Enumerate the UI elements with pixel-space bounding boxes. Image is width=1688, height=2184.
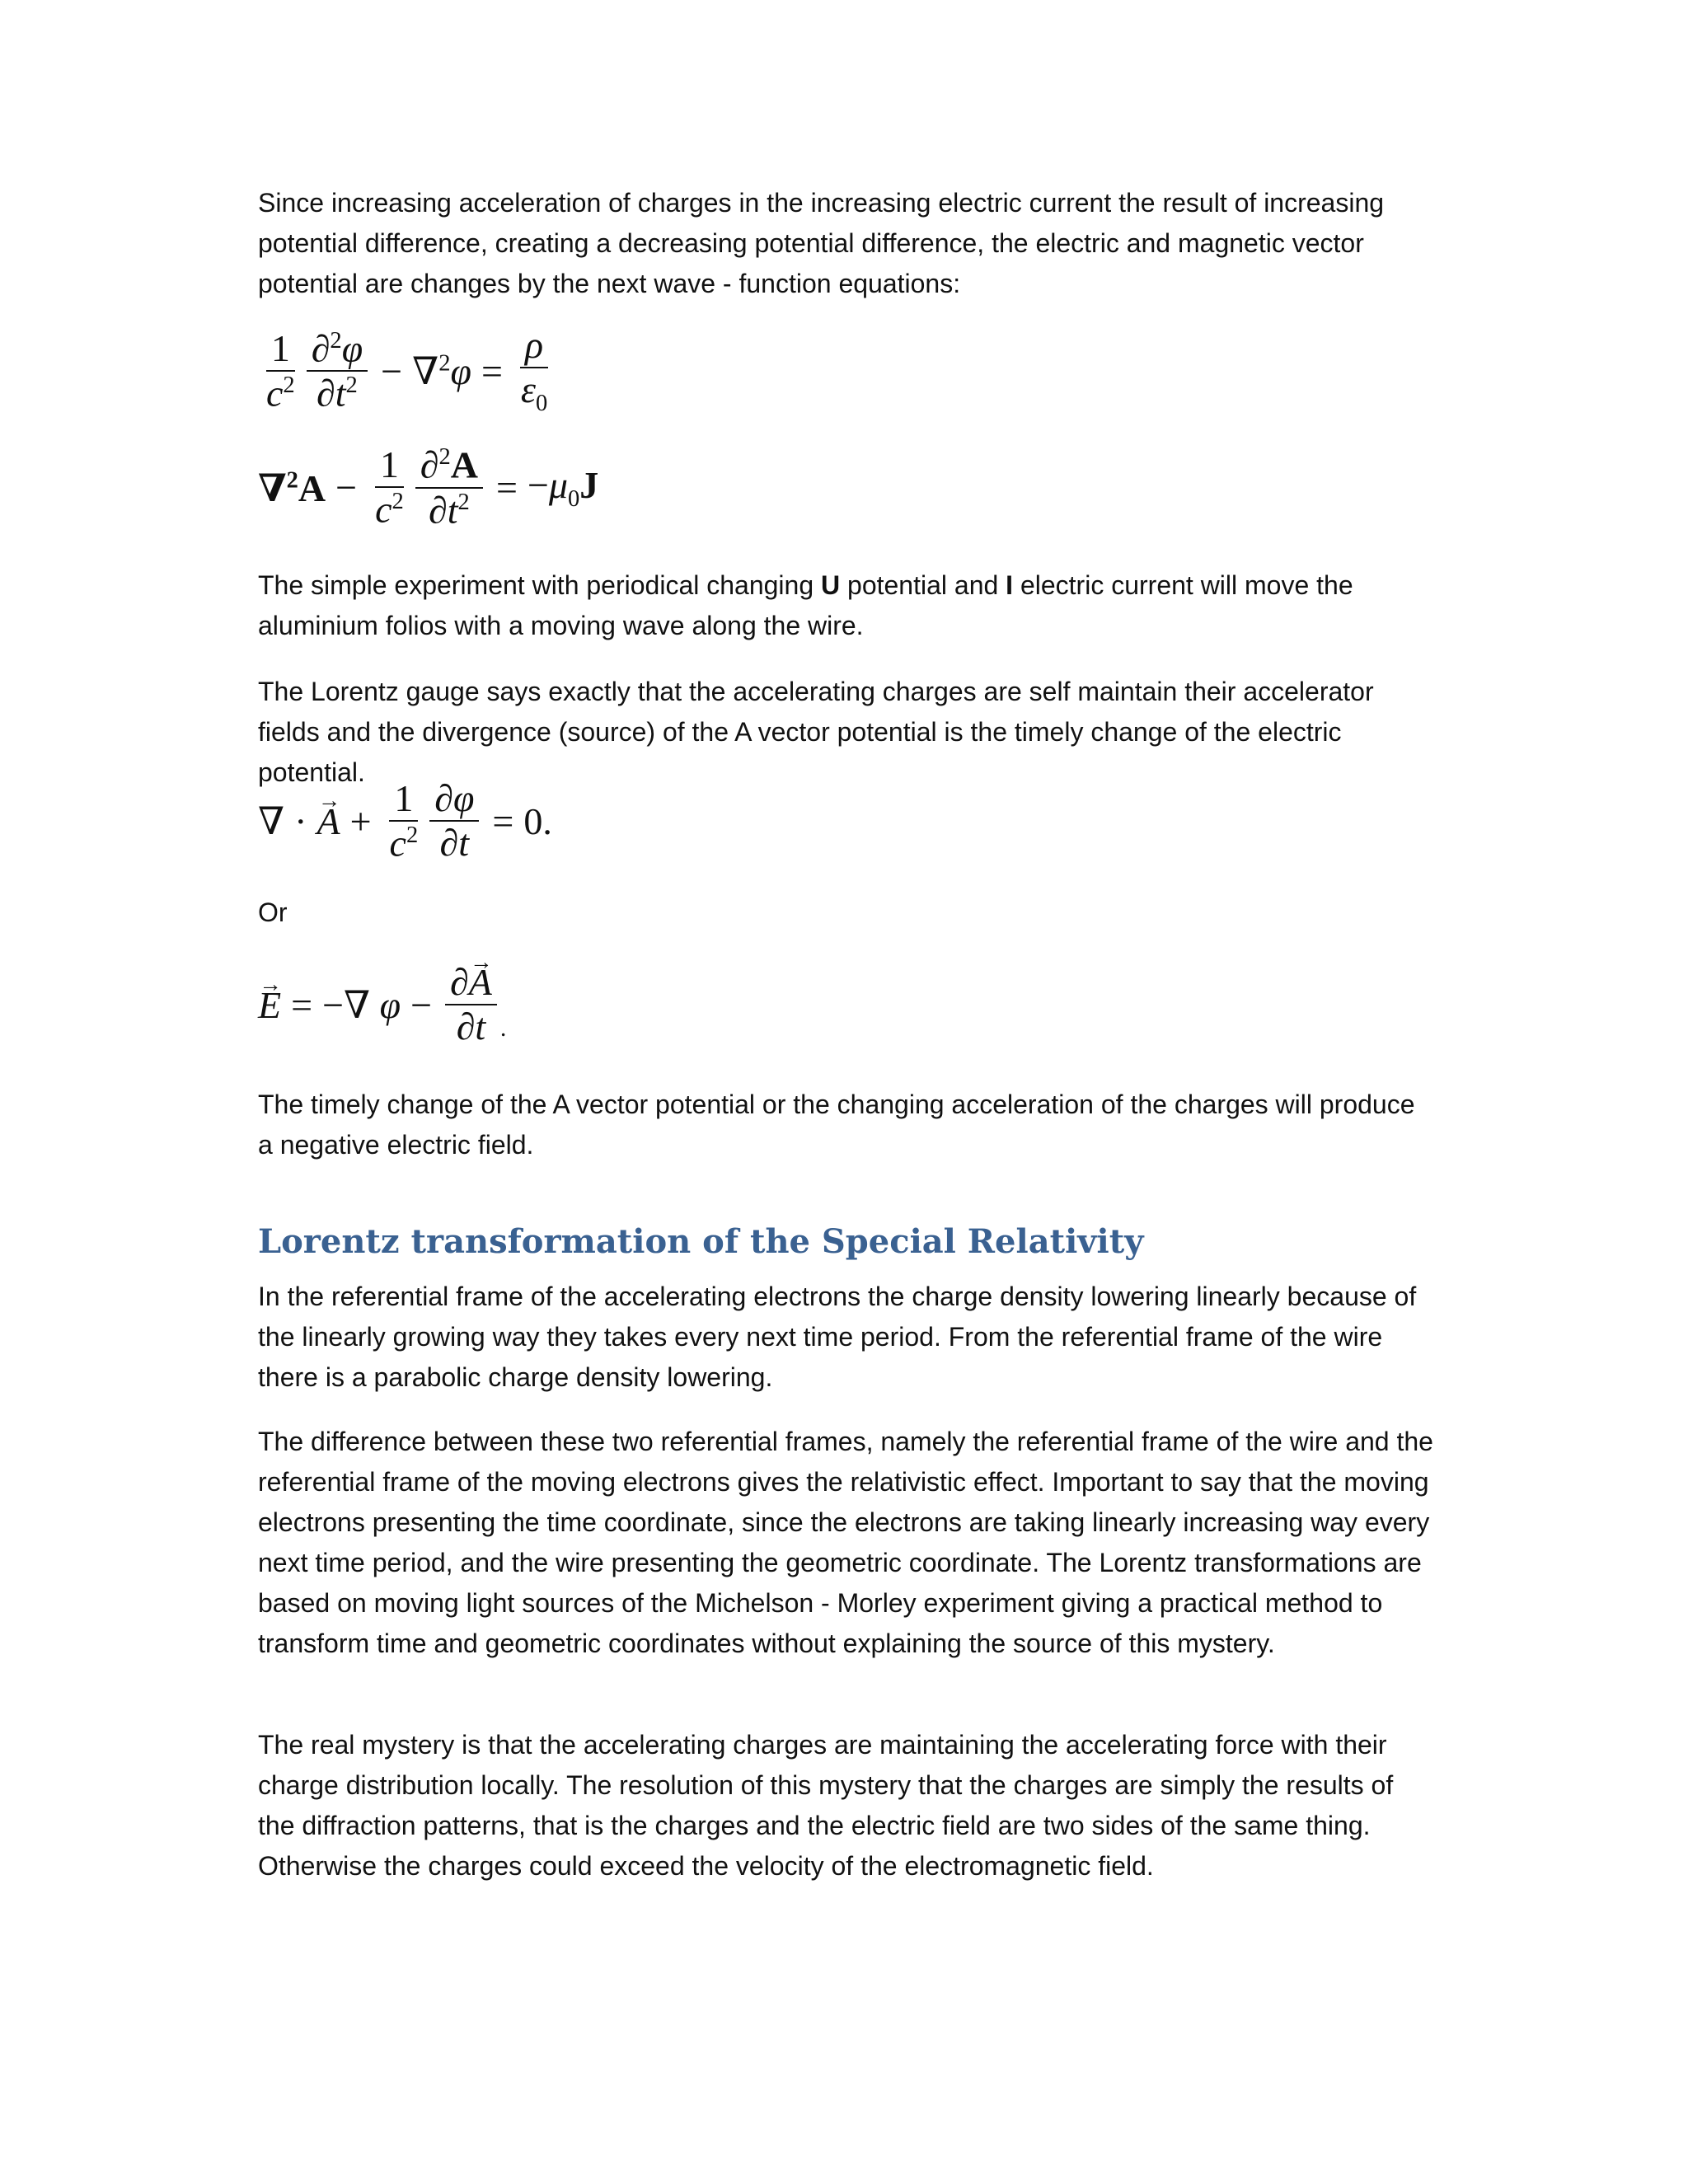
fraction-rho-over-epsilon: $\frac{\rho}{\varepsilon_0}$	[520, 324, 548, 417]
section-heading-block	[258, 1221, 1437, 1263]
timely-change-paragraph-block	[258, 1085, 1437, 1165]
referential-frame-paragraph-block	[258, 1277, 1437, 1398]
intro-paragraph-block	[258, 183, 1437, 304]
or-line-block	[258, 893, 1437, 933]
mystery-paragraph: The real mystery is that the accelerating charges are maintaining the accelerating force with their charge distribution locally. The resolution of this mystery that the charges are simply the results of the diffraction patterns, that is the charges and the electric field are two sides of the same thing. Otherwise the charges could exceed the velocity of the electromagnetic field.	[258, 1730, 1394, 1881]
timely-change-paragraph: The timely change of the A vector potential or the changing acceleration of the charges will produce a negative electric field.	[258, 1090, 1415, 1160]
lorentz-gauge-paragraph-block	[258, 672, 1437, 793]
fraction-one-over-c-squared: $\frac{1}{c^2}$	[375, 443, 404, 531]
lorentz-gauge-equation: ∇ · → A + $\frac{1}{c^2}$ $\frac{\partial\varphi}{\partial t}$ = 0.	[258, 779, 552, 864]
fraction-one-over-c-squared: $\frac{1}{c^2}$	[266, 326, 295, 415]
fraction-derivative-a: $\frac{\partial\to A}{\partial t}$	[445, 963, 497, 1047]
relativistic-effect-paragraph: The difference between these two referential frames, namely the referential frame of the wire and the referential frame of the moving electrons gives the relativistic effect. Important to say that the moving electrons presenting the time coordinate, since the electrons are taking linearly increasing way every next time period, and the wire presenting the geometric coordinate. The Lorentz transformations are based on moving light sources of the Michelson - Morley experiment giving a practical method to transform time and geometric coordinates without explaining the source of this mystery.	[258, 1427, 1433, 1658]
section-heading: Lorentz transformation of the Special Relativity	[258, 1222, 1144, 1261]
lorentz-gauge-paragraph: The Lorentz gauge says exactly that the accelerating charges are self maintain their accelerator fields and the divergence (source) of the A vector potential is the timely change of the electric potential.	[258, 677, 1374, 787]
electric-field-equation: → E = −∇ φ − $\frac{\partial\to A}{\partial t}$ .	[258, 963, 506, 1047]
relativistic-effect-paragraph-block	[258, 1422, 1437, 1664]
scalar-potential-wave-equation: $\frac{1}{c^2}$ $\frac{\partial^2\varphi}{\partial t^2}$ − ∇$^2$φ = $\frac{\rho}{\varepsilon_0}$	[258, 326, 556, 416]
vector-potential-wave-equation: ∇$^2$A − $\frac{1}{c^2}$ $\frac{\partial^2A}{\partial t^2}$ = $-\mu_0J$	[258, 443, 599, 531]
experiment-paragraph-block	[258, 565, 1437, 646]
referential-frame-paragraph: In the referential frame of the accelerating electrons the charge density lowering linearly because of the linearly growing way they takes every next time period. From the referential frame of the wire there is a parabolic charge density lowering.	[258, 1282, 1417, 1392]
fraction-one-over-c-squared: $\frac{1}{c^2}$	[389, 777, 419, 865]
experiment-paragraph: The simple experiment with periodical changing U potential and I electric current will move the aluminium folios with a moving wave along the wire.	[258, 570, 1353, 640]
fraction-derivative-phi: $\frac{\partial\varphi}{\partial t}$	[429, 779, 479, 864]
mystery-paragraph-block	[258, 1725, 1437, 1886]
fraction-second-derivative-phi: $\frac{\partial^2\varphi}{\partial t^2}$	[307, 329, 368, 414]
or-text: Or	[258, 898, 288, 927]
fraction-second-derivative-a: $\frac{\partial^2A}{\partial t^2}$	[415, 445, 483, 530]
intro-paragraph: Since increasing acceleration of charges in the increasing electric current the result of increasing potential difference, creating a decreasing potential difference, the electric and magnetic vector potential are changes by the next wave - function equations:	[258, 188, 1385, 298]
